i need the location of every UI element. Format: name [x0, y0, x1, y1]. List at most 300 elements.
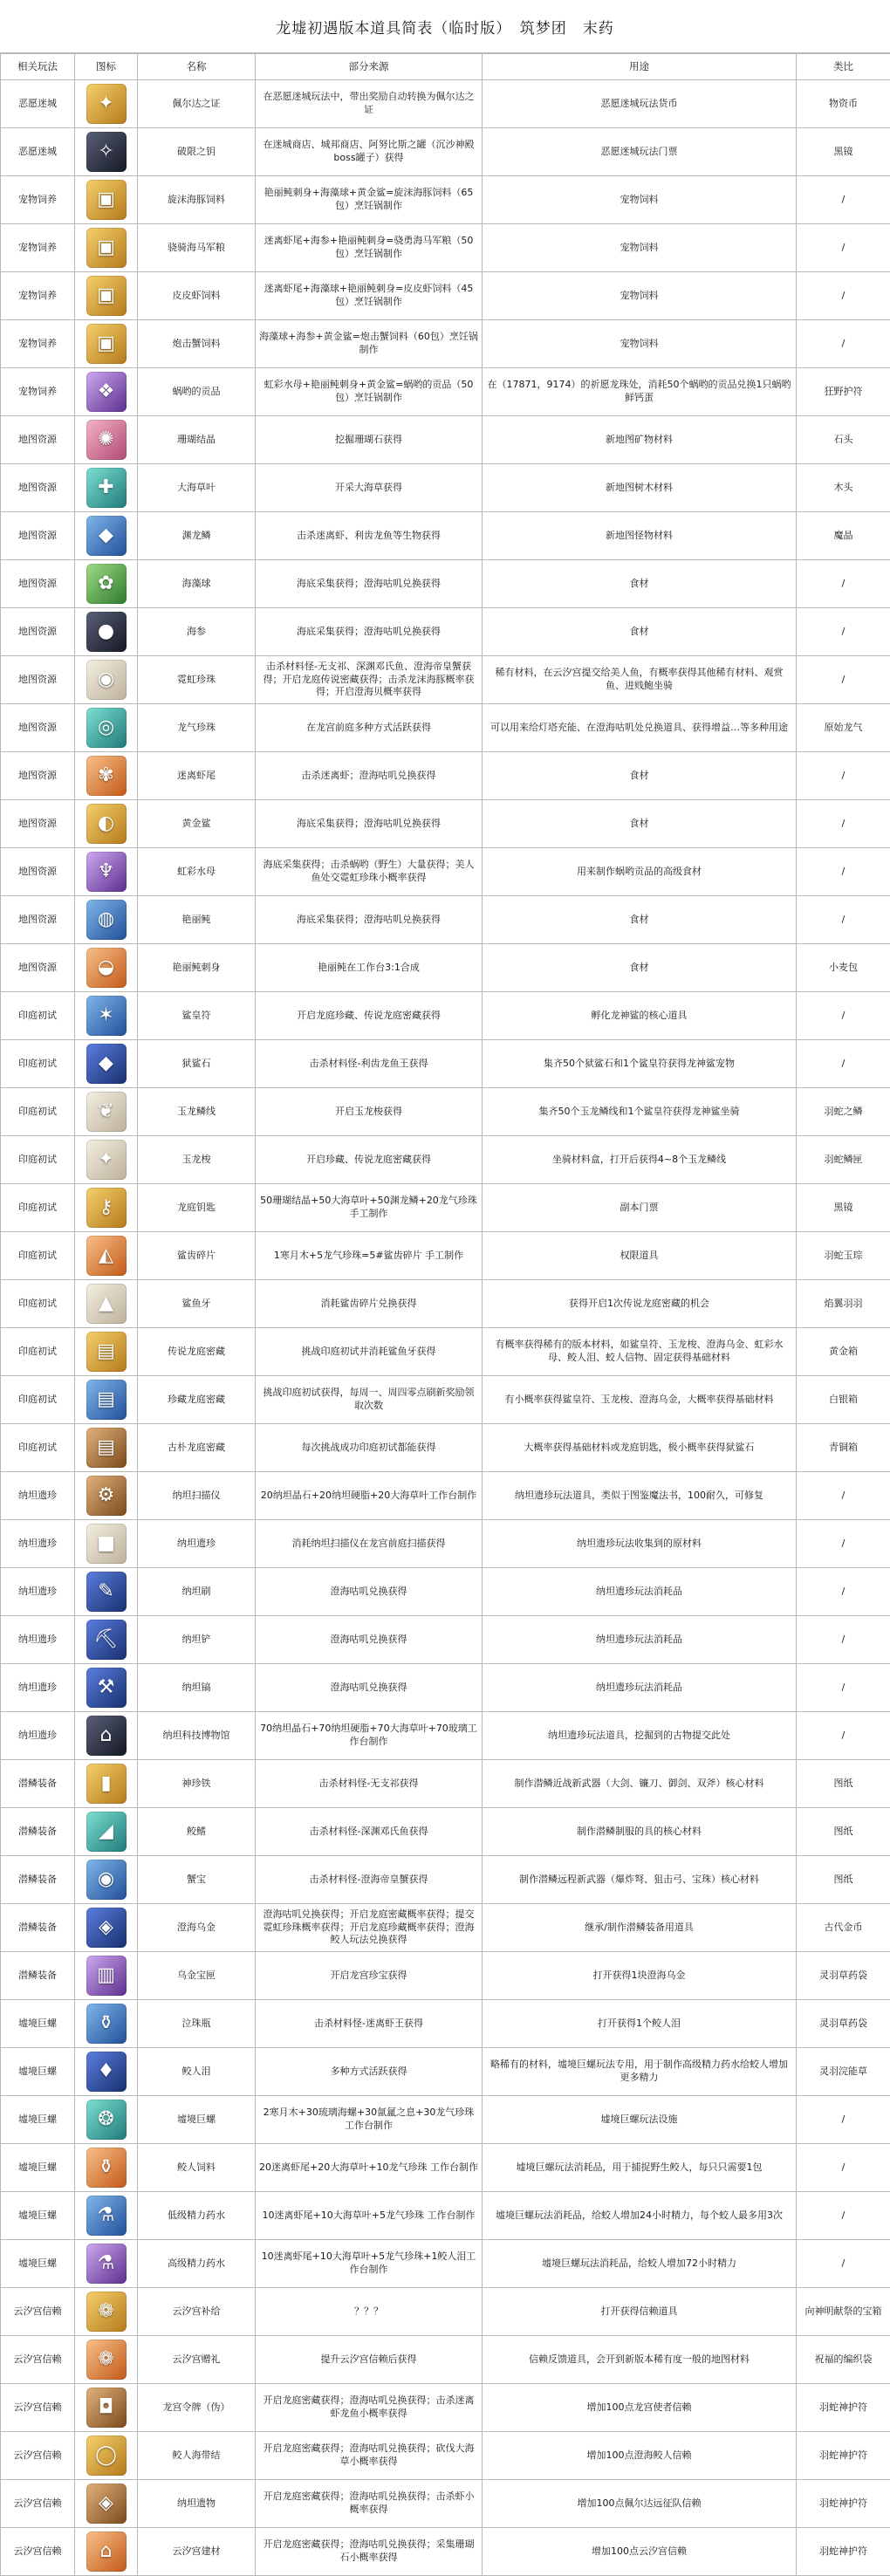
cell-analogy: / — [797, 272, 890, 320]
table-row — [1, 1664, 890, 1712]
cell-source: 艳丽鲀刺身+海藻球+黄金鲨=旋沫海豚饲料（65包）烹饪锅制作 — [256, 176, 483, 224]
cell-analogy: 小麦包 — [797, 944, 890, 992]
cell-analogy: / — [797, 2144, 890, 2192]
cell-name: 珍藏龙庭密藏 — [138, 1376, 256, 1424]
cell-icon — [75, 1232, 138, 1280]
cell-gameplay: 印庭初试 — [1, 1280, 75, 1328]
cell-name: 鲨皇符 — [138, 992, 256, 1040]
stone-icon — [86, 1044, 127, 1084]
cell-gameplay: 纳坦遗珍 — [1, 1568, 75, 1616]
shuttle-icon — [86, 1140, 127, 1180]
cell-source: 开启龙庭密藏获得；澄海咕叽兑换获得；击杀迷离虾龙鱼小概率获得 — [256, 2384, 483, 2432]
table-row — [1, 1616, 890, 1664]
cell-analogy: 黑镜 — [797, 128, 890, 176]
cell-usage: 有概率获得稀有的版本材料，如鲨皇符、玉龙梭、澄海乌金、虹彩水母、鲛人泪、蛟人信物、固定获得基础材料 — [483, 1328, 797, 1376]
table-row — [1, 1232, 890, 1280]
cell-source: 挑战印庭初试获得，每周一、周四零点刷新奖励领取次数 — [256, 1376, 483, 1424]
cell-gameplay: 印庭初试 — [1, 1136, 75, 1184]
icon-glyph: ✦ — [98, 1147, 113, 1173]
cell-gameplay: 地图资源 — [1, 800, 75, 848]
cell-analogy: 羽蛇神护符 — [797, 2528, 890, 2576]
table-row — [1, 128, 890, 176]
cell-icon — [75, 1088, 138, 1136]
cell-icon — [75, 896, 138, 944]
table-row — [1, 2240, 890, 2288]
cell-icon — [75, 2240, 138, 2288]
icon-glyph: ▮ — [100, 1771, 111, 1797]
icon-glyph: ✿ — [98, 571, 113, 597]
cell-gameplay: 潜鳞装备 — [1, 1760, 75, 1808]
cell-source: 澄海咕叽兑换获得；开启龙庭密藏概率获得；提交霓虹珍珠概率获得；开启龙庭珍藏概率获得；澄海鲛人玩法兑换获得 — [256, 1904, 483, 1952]
cell-icon — [75, 944, 138, 992]
table-row — [1, 2288, 890, 2336]
icon-glyph: ✚ — [98, 475, 113, 501]
cell-icon — [75, 1280, 138, 1328]
cell-name: 珊瑚结晶 — [138, 416, 256, 464]
dragon-orb-icon — [86, 708, 127, 748]
gift-box-icon — [86, 2340, 127, 2380]
cell-icon — [75, 512, 138, 560]
cell-icon — [75, 1616, 138, 1664]
table-row — [1, 2384, 890, 2432]
icon-glyph: ✾ — [98, 763, 113, 789]
cell-gameplay: 印庭初试 — [1, 992, 75, 1040]
cell-icon — [75, 80, 138, 128]
cell-source: 10迷离虾尾+10大海草叶+5龙气珍珠 工作台制作 — [256, 2192, 483, 2240]
cell-analogy: 羽蛇神护符 — [797, 2384, 890, 2432]
chest-icon — [86, 1428, 127, 1468]
cell-gameplay: 地图资源 — [1, 512, 75, 560]
sashimi-icon — [86, 948, 127, 988]
cell-icon — [75, 1760, 138, 1808]
cell-name: 玉龙鳞线 — [138, 1088, 256, 1136]
cell-source: 70纳坦晶石+70纳坦硬脂+70大海草叶+70玻璃工作台制作 — [256, 1712, 483, 1760]
cell-gameplay: 印庭初试 — [1, 1088, 75, 1136]
table-row — [1, 752, 890, 800]
cell-source: 开启龙庭密藏获得；澄海咕叽兑换获得；击杀虾小概率获得 — [256, 2480, 483, 2528]
icon-glyph: ▤ — [97, 1435, 115, 1461]
cell-icon — [75, 2336, 138, 2384]
cell-analogy: 图纸 — [797, 1760, 890, 1808]
cell-gameplay: 云汐宫信赖 — [1, 2432, 75, 2480]
cell-name: 玉龙梭 — [138, 1136, 256, 1184]
icon-glyph: ✎ — [98, 1579, 113, 1605]
talisman-icon — [86, 996, 127, 1036]
cell-name: 泣珠瓶 — [138, 2000, 256, 2048]
cell-name: 纳坦扫描仪 — [138, 1472, 256, 1520]
icon-glyph: ▲ — [99, 1291, 113, 1317]
tribute-icon — [86, 372, 127, 412]
cell-analogy: 黑镜 — [797, 1184, 890, 1232]
table-row — [1, 2144, 890, 2192]
key-icon — [86, 1188, 127, 1228]
cell-name: 破限之钥 — [138, 128, 256, 176]
cell-source: 多种方式活跃获得 — [256, 2048, 483, 2096]
cell-usage: 增加100点云汐宫信赖 — [483, 2528, 797, 2576]
cell-gameplay: 印庭初试 — [1, 1328, 75, 1376]
cell-analogy: / — [797, 1520, 890, 1568]
cell-icon — [75, 368, 138, 416]
icon-glyph: ◆ — [99, 1051, 113, 1077]
table-row — [1, 2000, 890, 2048]
cell-icon — [75, 2480, 138, 2528]
cell-source: 每次挑战成功印庭初试都能获得 — [256, 1424, 483, 1472]
cell-source: 消耗鲨齿碎片兑换获得 — [256, 1280, 483, 1328]
cell-gameplay: 潜鳞装备 — [1, 1952, 75, 2000]
icon-glyph: ◐ — [98, 811, 114, 837]
cell-usage: 墟境巨螺玩法设施 — [483, 2096, 797, 2144]
cell-source: 开采大海草获得 — [256, 464, 483, 512]
cell-source: 击杀材料怪-澄海帝皇蟹获得 — [256, 1856, 483, 1904]
cell-source: 挖掘珊瑚石获得 — [256, 416, 483, 464]
cell-name: 龙庭钥匙 — [138, 1184, 256, 1232]
cell-icon — [75, 416, 138, 464]
cell-name: 艳丽鲀刺身 — [138, 944, 256, 992]
cell-name: 高级精力药水 — [138, 2240, 256, 2288]
cell-source: 挑战印庭初试并消耗鲨鱼牙获得 — [256, 1328, 483, 1376]
cell-icon — [75, 320, 138, 368]
cell-gameplay: 印庭初试 — [1, 1424, 75, 1472]
cell-gameplay: 墟境巨螺 — [1, 2240, 75, 2288]
cell-name: 鲛人海带结 — [138, 2432, 256, 2480]
cell-analogy: / — [797, 2192, 890, 2240]
cell-analogy: 羽蛇神护符 — [797, 2432, 890, 2480]
icon-glyph: ■ — [97, 1531, 115, 1557]
cell-source: 20迷离虾尾+20大海草叶+10龙气珍珠 工作台制作 — [256, 2144, 483, 2192]
table-row — [1, 368, 890, 416]
cell-usage: 宠物饲料 — [483, 320, 797, 368]
cell-source: 在恶愿迷城玩法中，带出奖励自动转换为佩尔达之证 — [256, 80, 483, 128]
bracelet-icon — [86, 2436, 127, 2476]
cell-analogy: / — [797, 1040, 890, 1088]
cell-name: 鲛人饲料 — [138, 2144, 256, 2192]
cell-name: 纳坦铲 — [138, 1616, 256, 1664]
header-icon: 图标 — [75, 54, 138, 80]
icon-glyph: ◈ — [99, 2490, 113, 2517]
gift-box-icon — [86, 2292, 127, 2332]
cell-usage: 纳坦遗珍玩法道具，类似于图鉴魔法书，100耐久，可修复 — [483, 1472, 797, 1520]
icon-glyph: ⚙ — [98, 1483, 115, 1509]
table-row — [1, 1520, 890, 1568]
icon-glyph: ⌂ — [100, 1723, 113, 1749]
icon-glyph: ⚱ — [98, 2155, 113, 2181]
cell-analogy: / — [797, 896, 890, 944]
cell-name: 古朴龙庭密藏 — [138, 1424, 256, 1472]
cell-source: 消耗纳坦扫描仪在龙宫前庭扫描获得 — [256, 1520, 483, 1568]
icon-glyph: ♦ — [98, 2059, 115, 2085]
cell-analogy: / — [797, 1616, 890, 1664]
cell-analogy: / — [797, 2240, 890, 2288]
icon-glyph: ✺ — [98, 427, 113, 453]
cell-gameplay: 地图资源 — [1, 896, 75, 944]
cell-usage: 略稀有的材料，墟境巨螺玩法专用，用于制作高级精力药水给蛟人增加更多精力 — [483, 2048, 797, 2096]
icon-glyph: ▤ — [97, 1387, 115, 1413]
cell-analogy: / — [797, 656, 890, 704]
cell-name: 鲨鱼牙 — [138, 1280, 256, 1328]
cell-source: 虹彩水母+艳丽鲀刺身+黄金鲨=蜗哟的贡品（50包）烹饪锅制作 — [256, 368, 483, 416]
shark-tooth-icon — [86, 1284, 127, 1324]
cell-gameplay: 纳坦遗珍 — [1, 1520, 75, 1568]
cell-analogy: / — [797, 608, 890, 656]
jade-scale-icon — [86, 1092, 127, 1132]
cell-usage: 集齐50个狱鲨石和1个鲨皇符获得龙神鲨宠物 — [483, 1040, 797, 1088]
table-row — [1, 656, 890, 704]
cell-source: 澄海咕叽兑换获得 — [256, 1664, 483, 1712]
cell-usage: 新地图矿物材料 — [483, 416, 797, 464]
icon-glyph: ✶ — [98, 1003, 113, 1029]
cell-icon — [75, 752, 138, 800]
cell-gameplay: 地图资源 — [1, 464, 75, 512]
cell-usage: 打开获得信赖道具 — [483, 2288, 797, 2336]
cell-gameplay: 印庭初试 — [1, 1232, 75, 1280]
cell-name: 佩尔达之证 — [138, 80, 256, 128]
cell-source: 1寒月木+5龙气珍珠=5#鲨齿碎片 手工制作 — [256, 1232, 483, 1280]
cell-gameplay: 恶愿迷城 — [1, 80, 75, 128]
cell-usage: 在（17871，9174）的祈愿龙珠处，消耗50个蜗哟的贡品兑换1只蜗哟鲜钙蛋 — [483, 368, 797, 416]
icon-glyph: ◉ — [98, 1867, 114, 1893]
cell-usage: 恶愿迷城玩法门票 — [483, 128, 797, 176]
table-row — [1, 224, 890, 272]
table-row — [1, 2336, 890, 2384]
icon-glyph: ❦ — [98, 1099, 113, 1125]
cell-gameplay: 纳坦遗珍 — [1, 1472, 75, 1520]
cell-icon — [75, 1904, 138, 1952]
cell-analogy: 祝福的编织袋 — [797, 2336, 890, 2384]
cell-analogy: 图纸 — [797, 1856, 890, 1904]
cell-name: 鲛人泪 — [138, 2048, 256, 2096]
table-row — [1, 560, 890, 608]
cell-name: 纳坦刷 — [138, 1568, 256, 1616]
cell-source: 2寒月木+30琉璃海螺+30氤氲之息+30龙气珍珠工作台制作 — [256, 2096, 483, 2144]
table-row — [1, 704, 890, 752]
cell-analogy: 石头 — [797, 416, 890, 464]
cell-gameplay: 墟境巨螺 — [1, 2144, 75, 2192]
cell-source: 海底采集获得；澄海咕叽兑换获得 — [256, 896, 483, 944]
cell-icon — [75, 1712, 138, 1760]
table-row — [1, 800, 890, 848]
cell-usage: 制作潜鳞制服的具的核心材料 — [483, 1808, 797, 1856]
cell-icon — [75, 2528, 138, 2576]
sea-cucumber-icon — [86, 612, 127, 652]
header-usage: 用途 — [483, 54, 797, 80]
cell-name: 墟境巨螺 — [138, 2096, 256, 2144]
brush-icon — [86, 1572, 127, 1612]
cell-icon — [75, 992, 138, 1040]
icon-glyph: ⌂ — [100, 2538, 113, 2565]
cell-usage: 食材 — [483, 944, 797, 992]
crab-shell-icon — [86, 1860, 127, 1900]
cell-gameplay: 恶愿迷城 — [1, 128, 75, 176]
fin-icon — [86, 1812, 127, 1852]
table-row — [1, 416, 890, 464]
cell-name: 鲨齿碎片 — [138, 1232, 256, 1280]
cell-usage: 墟境巨螺玩法消耗品，用于捕捉野生鲛人，每只只需要1包 — [483, 2144, 797, 2192]
gold-shark-icon — [86, 804, 127, 844]
cell-analogy: 羽蛇之鳞 — [797, 1088, 890, 1136]
cell-usage: 纳坦遗珍玩法消耗品 — [483, 1568, 797, 1616]
table-row — [1, 512, 890, 560]
cell-name: 海藻球 — [138, 560, 256, 608]
cell-analogy: 焰翼羽羽 — [797, 1280, 890, 1328]
cell-analogy: 灵羽浣能草 — [797, 2048, 890, 2096]
icon-glyph: ▥ — [97, 1963, 115, 1989]
cell-source: 提升云汐宫信赖后获得 — [256, 2336, 483, 2384]
icon-glyph: ⚷ — [99, 1195, 113, 1221]
cell-usage: 恶愿迷城玩法货币 — [483, 80, 797, 128]
table-row — [1, 1904, 890, 1952]
cell-name: 虹彩水母 — [138, 848, 256, 896]
cell-icon — [75, 272, 138, 320]
icon-glyph: ◎ — [98, 715, 114, 741]
cell-name: 云汐宫补给 — [138, 2288, 256, 2336]
icon-glyph: ▤ — [97, 1339, 115, 1365]
table-row — [1, 2096, 890, 2144]
cell-gameplay: 潜鳞装备 — [1, 1856, 75, 1904]
cell-name: 云汐宫建材 — [138, 2528, 256, 2576]
cell-usage: 宠物饲料 — [483, 176, 797, 224]
cell-usage: 制作潜鳞远程新武器（爆炸弩、狙击弓、宝珠）核心材料 — [483, 1856, 797, 1904]
cell-source: 迷离虾尾+海参+艳丽鲀刺身=骁勇海马军粮（50包）烹饪锅制作 — [256, 224, 483, 272]
cell-usage: 增加100点龙宫使者信赖 — [483, 2384, 797, 2432]
cell-source: ？？？ — [256, 2288, 483, 2336]
cell-name: 纳坦科技博物馆 — [138, 1712, 256, 1760]
cell-usage: 大概率获得基础材料或龙庭钥匙，极小概率获得狱鲨石 — [483, 1424, 797, 1472]
cell-name: 霓虹珍珠 — [138, 656, 256, 704]
cell-analogy: 灵羽草药袋 — [797, 2000, 890, 2048]
cell-gameplay: 地图资源 — [1, 656, 75, 704]
cell-icon — [75, 560, 138, 608]
icon-glyph: ✧ — [98, 139, 113, 165]
cell-icon — [75, 2048, 138, 2096]
cell-source: 海底采集获得；澄海咕叽兑换获得 — [256, 560, 483, 608]
icon-glyph: ♆ — [98, 859, 115, 885]
cell-source: 海底采集获得；澄海咕叽兑换获得 — [256, 608, 483, 656]
fragment-icon — [86, 1236, 127, 1276]
cell-icon — [75, 2144, 138, 2192]
table-body — [1, 80, 890, 2576]
cell-gameplay: 印庭初试 — [1, 1040, 75, 1088]
potion-icon — [86, 2196, 127, 2236]
cell-usage: 孵化龙神鲨的核心道具 — [483, 992, 797, 1040]
cell-gameplay: 潜鳞装备 — [1, 1904, 75, 1952]
table-row — [1, 464, 890, 512]
cell-analogy: / — [797, 320, 890, 368]
cell-name: 皮皮虾饲料 — [138, 272, 256, 320]
cell-gameplay: 地图资源 — [1, 944, 75, 992]
cell-analogy: 黄金箱 — [797, 1328, 890, 1376]
cell-usage: 用来制作蜗哟贡品的高级食材 — [483, 848, 797, 896]
icon-glyph: ❖ — [98, 379, 115, 405]
dark-shard-icon — [86, 132, 127, 172]
cell-icon — [75, 1520, 138, 1568]
cell-analogy: / — [797, 560, 890, 608]
table-row — [1, 2528, 890, 2576]
cell-icon — [75, 2384, 138, 2432]
cell-name: 炮击蟹饲料 — [138, 320, 256, 368]
cell-icon — [75, 1376, 138, 1424]
cell-analogy: 狂野护符 — [797, 368, 890, 416]
cell-icon — [75, 1328, 138, 1376]
cell-gameplay: 云汐宫信赖 — [1, 2480, 75, 2528]
cell-usage: 食材 — [483, 800, 797, 848]
cell-gameplay: 墟境巨螺 — [1, 2192, 75, 2240]
potion-icon — [86, 2244, 127, 2284]
cell-source: 50珊瑚结晶+50大海草叶+50渊龙鳞+20龙气珍珠手工制作 — [256, 1184, 483, 1232]
cell-source: 击杀材料怪-无支祁获得 — [256, 1760, 483, 1808]
cell-usage: 纳坦遗珍玩法消耗品 — [483, 1616, 797, 1664]
table-row — [1, 1424, 890, 1472]
cell-usage: 有小概率获得鲨皇符、玉龙梭、澄海乌金，大概率获得基础材料 — [483, 1376, 797, 1424]
shrimp-tail-icon — [86, 756, 127, 796]
cell-name: 低级精力药水 — [138, 2192, 256, 2240]
table-row — [1, 2480, 890, 2528]
cell-source: 海底采集获得；击杀蜗哟（野生）大量获得；美人鱼处交霓虹珍珠小概率获得 — [256, 848, 483, 896]
jellyfish-icon — [86, 852, 127, 892]
cell-source: 击杀迷离虾；澄海咕叽兑换获得 — [256, 752, 483, 800]
table-row — [1, 1760, 890, 1808]
table-row — [1, 1376, 890, 1424]
scale-icon — [86, 516, 127, 556]
icon-glyph: ◢ — [99, 1819, 113, 1845]
table-header-row — [1, 54, 890, 80]
cell-icon — [75, 2096, 138, 2144]
cell-usage: 新地图怪物材料 — [483, 512, 797, 560]
cell-usage: 纳坦遗珍玩法消耗品 — [483, 1664, 797, 1712]
icon-glyph: ⚒ — [98, 1675, 115, 1701]
icon-glyph: ◆ — [99, 523, 113, 549]
cell-icon — [75, 1856, 138, 1904]
cell-name: 旋沫海豚饲料 — [138, 176, 256, 224]
table-row — [1, 1136, 890, 1184]
cell-source: 开启龙宫珍宝获得 — [256, 1952, 483, 2000]
cell-gameplay: 印庭初试 — [1, 1184, 75, 1232]
feed-box-icon — [86, 228, 127, 268]
cell-gameplay: 云汐宫信赖 — [1, 2288, 75, 2336]
puffer-icon — [86, 900, 127, 940]
cell-gameplay: 宠物饲养 — [1, 272, 75, 320]
cell-gameplay: 地图资源 — [1, 608, 75, 656]
cell-analogy: 图纸 — [797, 1808, 890, 1856]
cell-analogy: 向神明献祭的宝箱 — [797, 2288, 890, 2336]
token-icon — [86, 2388, 127, 2428]
header-source: 部分来源 — [256, 54, 483, 80]
table-row — [1, 1328, 890, 1376]
cell-source: 开启龙庭密藏获得；澄海咕叽兑换获得；砍伐大海草小概率获得 — [256, 2432, 483, 2480]
building-icon — [86, 2531, 127, 2572]
cell-source: 击杀迷离虾、利齿龙鱼等生物获得 — [256, 512, 483, 560]
cell-gameplay: 云汐宫信赖 — [1, 2336, 75, 2384]
cell-source: 击杀材料怪-深渊邓氏鱼获得 — [256, 1808, 483, 1856]
cell-name: 海参 — [138, 608, 256, 656]
cell-gameplay: 宠物饲养 — [1, 320, 75, 368]
cell-name: 迷离虾尾 — [138, 752, 256, 800]
table-row — [1, 272, 890, 320]
cell-usage: 新地图树木材料 — [483, 464, 797, 512]
cell-analogy: / — [797, 176, 890, 224]
gear-icon — [86, 1476, 127, 1516]
cell-name: 骁骑海马军粮 — [138, 224, 256, 272]
cell-name: 渊龙鳞 — [138, 512, 256, 560]
table-row — [1, 848, 890, 896]
cell-usage: 食材 — [483, 560, 797, 608]
icon-glyph: ◍ — [98, 907, 114, 933]
header-gameplay: 相关玩法 — [1, 54, 75, 80]
cell-gameplay: 地图资源 — [1, 560, 75, 608]
cell-analogy: / — [797, 800, 890, 848]
cell-icon — [75, 1136, 138, 1184]
cell-gameplay: 墟境巨螺 — [1, 2048, 75, 2096]
cell-icon — [75, 1184, 138, 1232]
